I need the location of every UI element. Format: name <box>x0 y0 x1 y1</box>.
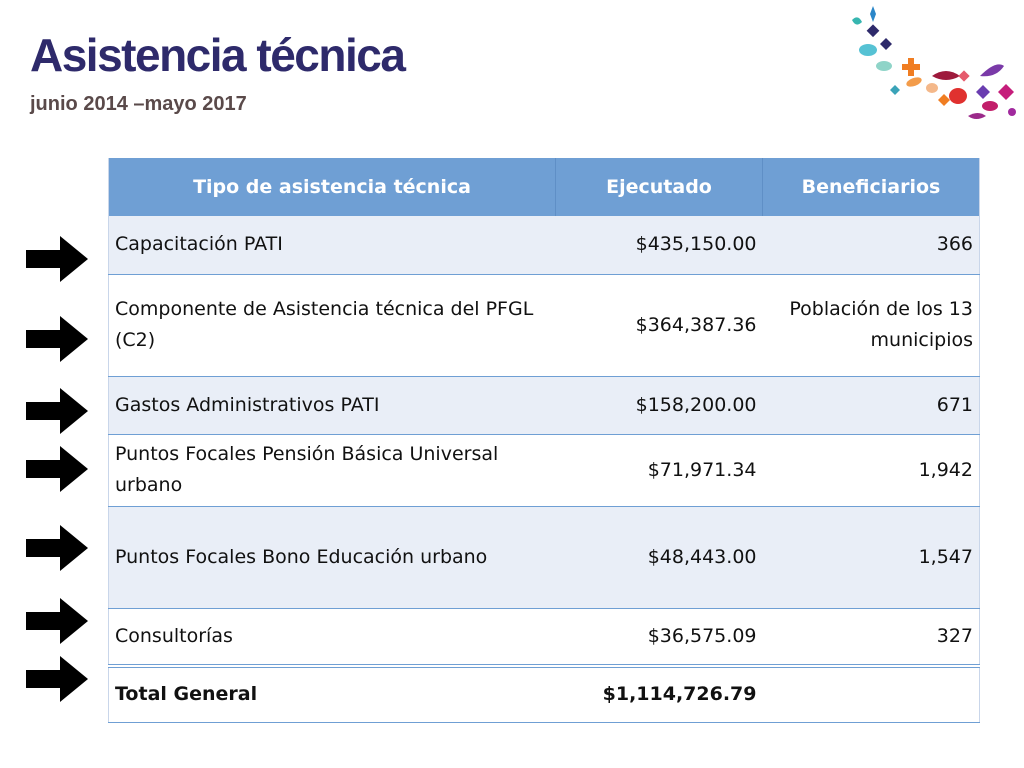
cell-beneficiarios: Población de los 13 municipios <box>763 274 980 376</box>
cell-beneficiarios: 327 <box>763 608 980 666</box>
confetti-decoration <box>840 0 1024 130</box>
arrow-right-icon <box>26 598 88 644</box>
slide-subtitle: junio 2014 –mayo 2017 <box>30 93 247 115</box>
assistance-table <box>108 158 980 723</box>
cell-beneficiarios: 1,942 <box>763 434 980 506</box>
arrow-right-icon <box>26 656 88 702</box>
table-row <box>109 608 980 666</box>
table-total-row <box>109 666 980 722</box>
table-row <box>109 506 980 608</box>
cell-total-ejecutado: $1,114,726.79 <box>556 666 763 722</box>
table-row <box>109 434 980 506</box>
table-row <box>109 376 980 434</box>
arrow-right-icon <box>26 388 88 434</box>
cell-tipo: Puntos Focales Bono Educación urbano <box>109 506 556 608</box>
cell-tipo: Capacitación PATI <box>109 216 556 274</box>
cell-ejecutado: $71,971.34 <box>556 434 763 506</box>
arrow-right-icon <box>26 236 88 282</box>
cell-ejecutado: $364,387.36 <box>556 274 763 376</box>
table-row <box>109 216 980 274</box>
cell-tipo: Componente de Asistencia técnica del PFGL (C2) <box>109 274 556 376</box>
arrow-right-icon <box>26 316 88 362</box>
cell-tipo: Puntos Focales Pensión Básica Universal urbano <box>109 434 556 506</box>
cell-ejecutado: $435,150.00 <box>556 216 763 274</box>
table-row <box>109 274 980 376</box>
cell-beneficiarios: 671 <box>763 376 980 434</box>
arrow-right-icon <box>26 446 88 492</box>
cell-ejecutado: $36,575.09 <box>556 608 763 666</box>
cell-tipo: Consultorías <box>109 608 556 666</box>
cell-tipo: Gastos Administrativos PATI <box>109 376 556 434</box>
cell-ejecutado: $48,443.00 <box>556 506 763 608</box>
cell-ejecutado: $158,200.00 <box>556 376 763 434</box>
slide-title: Asistencia técnica <box>30 29 405 81</box>
column-header-ejecutado: Ejecutado <box>556 158 763 216</box>
cell-total-beneficiarios <box>763 666 980 722</box>
column-header-tipo: Tipo de asistencia técnica <box>109 158 556 216</box>
cell-beneficiarios: 366 <box>763 216 980 274</box>
cell-beneficiarios: 1,547 <box>763 506 980 608</box>
cell-total-label: Total General <box>109 666 556 722</box>
arrow-right-icon <box>26 525 88 571</box>
column-header-beneficiarios: Beneficiarios <box>763 158 980 216</box>
